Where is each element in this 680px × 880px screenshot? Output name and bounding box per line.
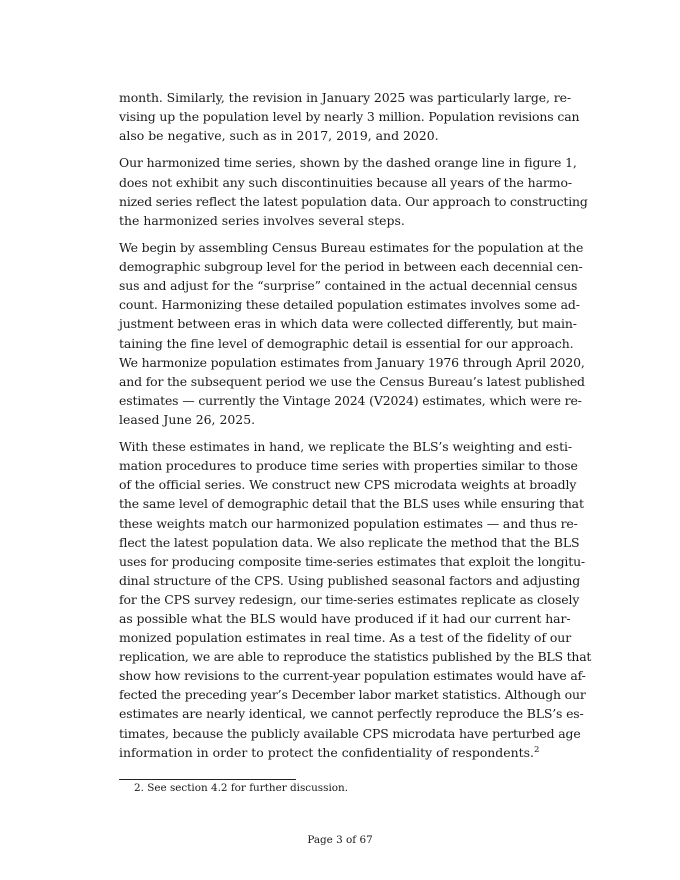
text-line: the same level of demographic detail that the BLS uses while ensuring that (119, 496, 584, 512)
text-line: We begin by assembling Census Bureau estimates for the population at the (119, 240, 584, 256)
text-line: mation procedures to produce time series with properties similar to those (119, 458, 578, 474)
footnote-ref[interactable]: 2 (533, 744, 540, 755)
footnote (134, 781, 348, 795)
footnote-text: See section 4.2 for further discussion. (147, 782, 349, 794)
text-line: replication, we are able to reproduce the statistics published by the BLS that (119, 649, 592, 665)
text-line: and for the subsequent period we use the Census Bureau’s latest published (119, 373, 585, 389)
text-line: the harmonized series involves several steps. (119, 212, 405, 228)
text-line: flect the latest population data. We also replicate the method that the BLS (119, 534, 580, 550)
footnote-rule (119, 779, 296, 780)
text-line: dinal structure of the CPS. Using published seasonal factors and adjusting (119, 572, 581, 588)
text-line-with-footnote (119, 743, 559, 762)
paragraph (119, 437, 592, 762)
text-line: month. Similarly, the revision in January 2025 was particularly large, re- (119, 90, 572, 105)
text-line: does not exhibit any such discontinuities because all years of the harmo- (119, 174, 573, 190)
text-line: also be negative, such as in 2017, 2019, and 2020. (119, 128, 439, 144)
text-line: monized population estimates in real time. As a test of the fidelity of our (119, 630, 572, 646)
text-line: taining the fine level of demographic detail is essential for our approach. (119, 335, 574, 351)
text-line: vising up the population level by nearly 3 million. Population revisions can (119, 109, 580, 125)
text-line: timates, because the publicly available CPS microdata have perturbed age (119, 725, 581, 741)
paragraph (119, 88, 580, 145)
text-line: show how revisions to the current-year population estimates would have af- (119, 668, 586, 684)
text-line: sus and adjust for the “surprise” contained in the actual decennial census (119, 278, 578, 294)
footnote-number: 2. (134, 782, 144, 794)
text-line: these weights match our harmonized population estimates — and thus re- (119, 515, 578, 531)
text-line: as possible what the BLS would have produced if it had our current har- (119, 611, 571, 626)
page-number: Page 3 of 67 (307, 834, 373, 846)
text-line: With these estimates in hand, we replicate the BLS’s weighting and esti- (119, 439, 573, 455)
text-line: for the CPS survey redesign, our time-series estimates replicate as closely (119, 591, 580, 607)
text-line: leased June 26, 2025. (119, 411, 256, 427)
paragraph (119, 238, 585, 429)
body-text (119, 88, 592, 770)
text-line: information in order to protect the confidentiality of respondents. (119, 744, 534, 760)
text-line: count. Harmonizing these detailed population estimates involves some ad- (119, 297, 580, 313)
paragraph (119, 153, 588, 229)
text-line: We harmonize population estimates from January 1976 through April 2020, (119, 354, 585, 370)
text-line: of the official series. We construct new CPS microdata weights at broadly (119, 477, 577, 493)
text-line: justment between eras in which data were collected differently, but main- (119, 316, 577, 332)
text-line: estimates — currently the Vintage 2024 (V2024) estimates, which were re- (119, 392, 582, 408)
text-line: fected the preceding year’s December labor market statistics. Although our (119, 687, 586, 703)
text-line: estimates are nearly identical, we cannot perfectly reproduce the BLS’s es- (119, 706, 584, 722)
text-line: Our harmonized time series, shown by the dashed orange line in figure 1, (119, 155, 577, 171)
text-line: nized series reflect the latest population data. Our approach to constructing (119, 193, 588, 209)
text-line: uses for producing composite time-series estimates that exploit the longitu- (119, 553, 585, 569)
text-line: demographic subgroup level for the period in between each decennial cen- (119, 259, 583, 275)
